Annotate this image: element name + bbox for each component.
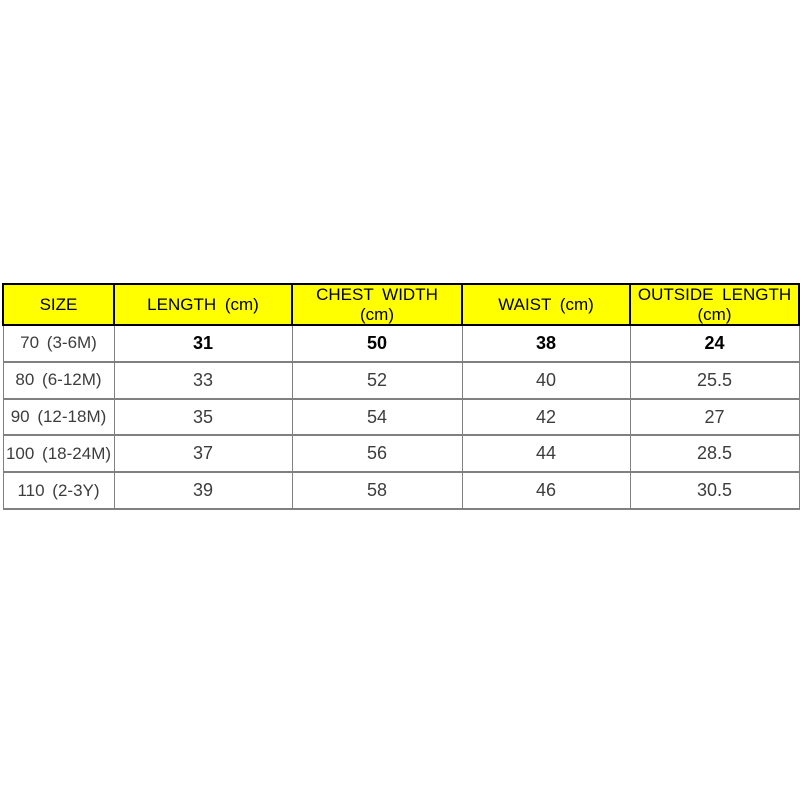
table-row-size-70: [3, 325, 799, 362]
size-chart-header: [3, 284, 799, 325]
column-header-chest-width: CHEST WIDTH (cm): [292, 284, 462, 325]
size-chart-table: [2, 283, 800, 510]
table-row-size-80: [3, 362, 799, 399]
outside-length-value: 30.5: [630, 472, 799, 509]
table-row-size-110: [3, 472, 799, 509]
waist-value: 46: [462, 472, 630, 509]
waist-value: 44: [462, 435, 630, 472]
outside-length-value: 27: [630, 399, 799, 436]
chest-width-value: 52: [292, 362, 462, 399]
waist-value: 42: [462, 399, 630, 436]
waist-value: 40: [462, 362, 630, 399]
outside-length-value: 28.5: [630, 435, 799, 472]
outside-length-value: 25.5: [630, 362, 799, 399]
size-label: 80 (6-12M): [3, 362, 114, 399]
size-label: 90 (12-18M): [3, 399, 114, 436]
length-value: 33: [114, 362, 292, 399]
length-value: 37: [114, 435, 292, 472]
table-row-size-100: [3, 435, 799, 472]
chest-width-value: 54: [292, 399, 462, 436]
column-header-waist: WAIST (cm): [462, 284, 630, 325]
column-header-outside-length: OUTSIDE LENGTH (cm): [630, 284, 799, 325]
length-value: 35: [114, 399, 292, 436]
length-value: 39: [114, 472, 292, 509]
chest-width-value: 50: [292, 325, 462, 362]
outside-length-value: 24: [630, 325, 799, 362]
column-header-length: LENGTH (cm): [114, 284, 292, 325]
length-value: 31: [114, 325, 292, 362]
chest-width-value: 56: [292, 435, 462, 472]
size-label: 110 (2-3Y): [3, 472, 114, 509]
size-label: 100 (18-24M): [3, 435, 114, 472]
size-chart-body: [3, 325, 799, 509]
column-header-size: SIZE: [3, 284, 114, 325]
table-row-size-90: [3, 399, 799, 436]
waist-value: 38: [462, 325, 630, 362]
chest-width-value: 58: [292, 472, 462, 509]
size-label: 70 (3-6M): [3, 325, 114, 362]
header-row: [3, 284, 799, 325]
